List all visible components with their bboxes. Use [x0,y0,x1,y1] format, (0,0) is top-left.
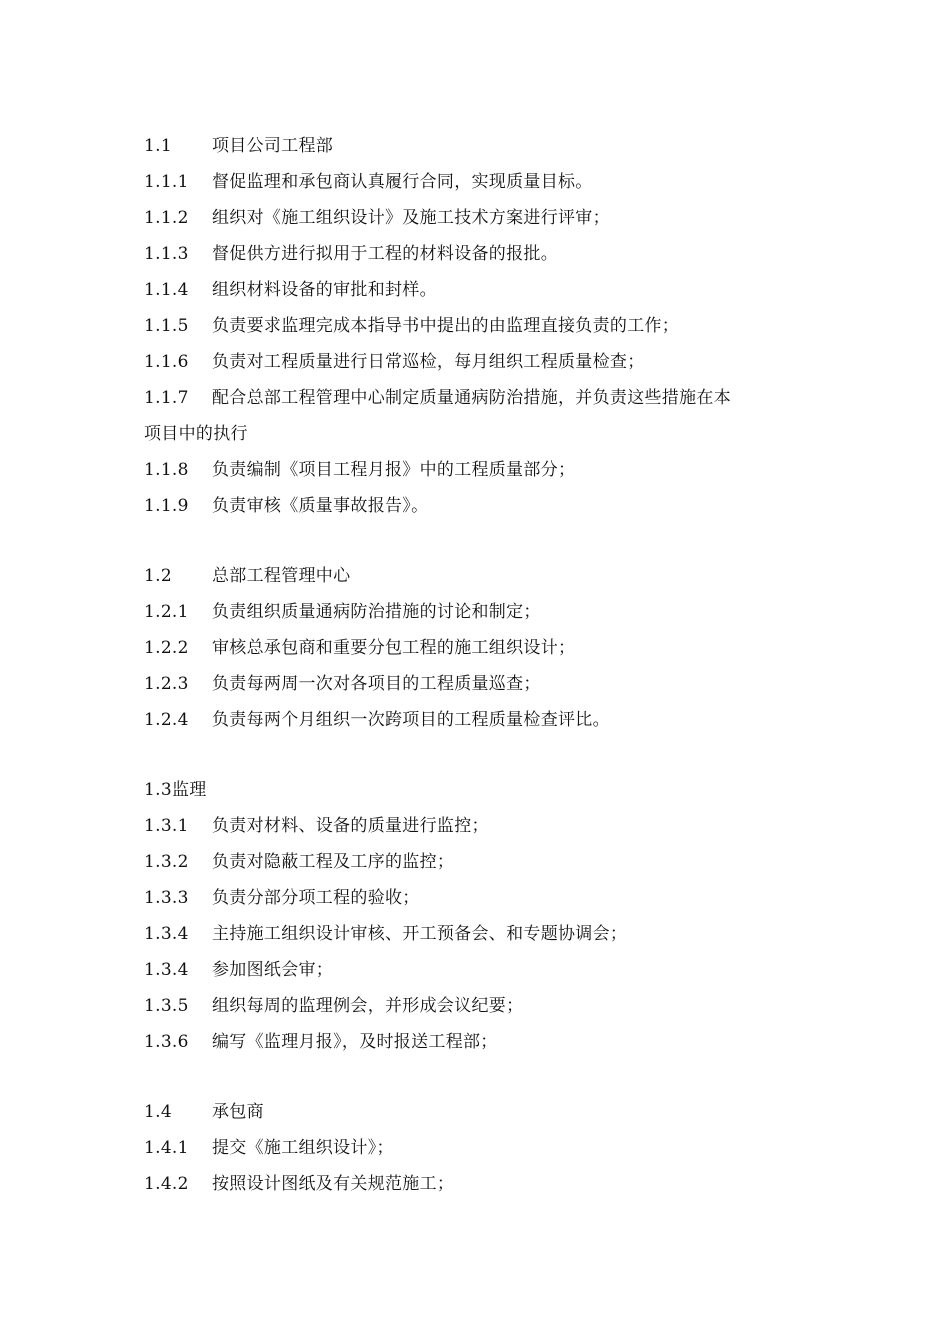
item-text: 负责编制《项目工程月报》中的工程质量部分； [212,460,576,480]
list-item [144,666,824,702]
section-title: 承包商 [212,1102,264,1122]
list-item [144,200,824,236]
list-item [144,1130,824,1166]
document-body [144,128,824,1202]
item-number: 1.3.4 [144,924,189,944]
list-item [144,488,824,524]
item-number: 1.4.1 [144,1138,189,1158]
list-item [144,344,824,380]
item-number: 1.1.6 [144,352,189,372]
list-item [144,1166,824,1202]
list-item [144,808,824,844]
section-number: 1.3 [144,780,172,800]
list-item [144,630,824,666]
item-text: 负责对工程质量进行日常巡检，每月组织工程质量检查； [212,352,645,372]
item-number: 1.1.3 [144,244,189,264]
item-text: 编写《监理月报》，及时报送工程部； [212,1032,498,1052]
list-item [144,380,824,416]
section-heading [144,128,824,164]
section-heading [144,1094,824,1130]
item-number: 1.1.2 [144,208,189,228]
item-number: 1.2.3 [144,674,189,694]
item-text: 负责分部分项工程的验收； [212,888,420,908]
section-heading [144,558,824,594]
item-text: 配合总部工程管理中心制定质量通病防治措施，并负责这些措施在本 [212,388,731,408]
section-spacer [144,1060,824,1094]
item-number: 1.3.3 [144,888,189,908]
list-item [144,452,824,488]
list-item [144,1024,824,1060]
list-item [144,236,824,272]
item-text: 组织每周的监理例会，并形成会议纪要； [212,996,524,1016]
item-text: 审核总承包商和重要分包工程的施工组织设计； [212,638,576,658]
section-heading [144,772,824,808]
item-text: 负责要求监理完成本指导书中提出的由监理直接负责的工作； [212,316,680,336]
section-spacer [144,524,824,558]
item-text-continuation: 项目中的执行 [144,424,248,444]
item-number: 1.3.4 [144,960,189,980]
item-number: 1.3.5 [144,996,189,1016]
item-number: 1.1.7 [144,388,189,408]
list-item [144,308,824,344]
item-text: 提交《施工组织设计》； [212,1138,394,1158]
section-title: 总部工程管理中心 [212,566,351,586]
item-text: 督促供方进行拟用于工程的材料设备的报批。 [212,244,558,264]
item-number: 1.1.9 [144,496,189,516]
item-text: 按照设计图纸及有关规范施工； [212,1174,455,1194]
item-number: 1.2.4 [144,710,189,730]
item-number: 1.1.4 [144,280,189,300]
list-item [144,844,824,880]
section-number: 1.4 [144,1102,172,1122]
item-number: 1.1.8 [144,460,189,480]
item-text: 负责对材料、设备的质量进行监控； [212,816,489,836]
list-item [144,702,824,738]
item-text: 组织材料设备的审批和封样。 [212,280,437,300]
list-item [144,164,824,200]
item-text: 负责审核《质量事故报告》。 [212,496,429,516]
item-text: 负责每两周一次对各项目的工程质量巡查； [212,674,541,694]
item-text: 主持施工组织设计审核、开工预备会、和专题协调会； [212,924,628,944]
item-number: 1.3.2 [144,852,189,872]
list-item [144,952,824,988]
list-item [144,880,824,916]
item-number: 1.3.1 [144,816,189,836]
item-number: 1.1.1 [144,172,189,192]
item-number: 1.4.2 [144,1174,189,1194]
section-spacer [144,738,824,772]
section-title: 项目公司工程部 [212,136,334,156]
item-text: 负责组织质量通病防治措施的讨论和制定； [212,602,541,622]
list-item [144,594,824,630]
item-number: 1.3.6 [144,1032,189,1052]
list-item [144,988,824,1024]
item-text: 参加图纸会审； [212,960,334,980]
item-number: 1.2.2 [144,638,189,658]
section-number: 1.1 [144,136,172,156]
item-number: 1.2.1 [144,602,189,622]
section-number: 1.2 [144,566,172,586]
item-number: 1.1.5 [144,316,189,336]
list-item [144,272,824,308]
section-title: 监理 [171,780,207,800]
list-item [144,916,824,952]
item-text: 负责对隐蔽工程及工序的监控； [212,852,455,872]
item-text: 组织对《施工组织设计》及施工技术方案进行评审； [212,208,610,228]
item-text: 督促监理和承包商认真履行合同，实现质量目标。 [212,172,593,192]
item-text: 负责每两个月组织一次跨项目的工程质量检查评比。 [212,710,610,730]
